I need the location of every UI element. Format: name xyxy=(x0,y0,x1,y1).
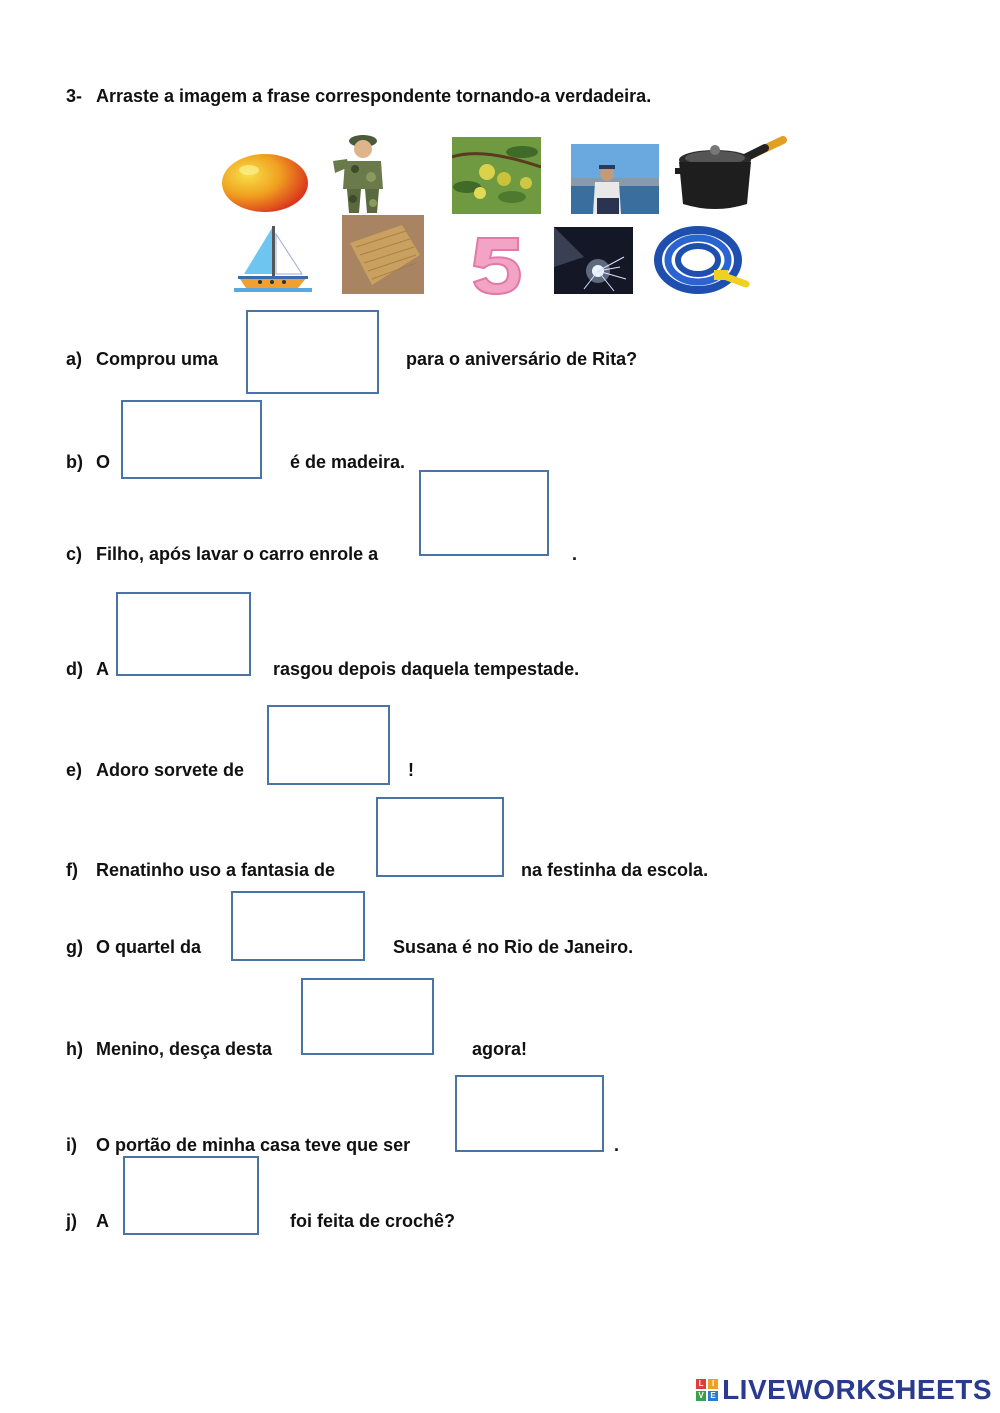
question-label: i) xyxy=(66,1135,77,1155)
garden-hose-image[interactable] xyxy=(654,224,752,294)
exercise-number: 3- xyxy=(66,86,83,106)
question-label: f) xyxy=(66,860,78,880)
instruction-text: Arraste a imagem a frase correspondente tornando-a verdadeira. xyxy=(96,86,652,106)
logo-letter: V xyxy=(696,1391,706,1401)
question-text-before: Filho, após lavar o carro enrole a xyxy=(96,544,379,564)
drop-zone-f[interactable] xyxy=(376,797,504,877)
question-f xyxy=(66,860,966,884)
question-h xyxy=(66,1039,966,1063)
logo-letter: I xyxy=(708,1379,718,1389)
drop-zone-a[interactable] xyxy=(246,310,379,394)
sailboat-image[interactable] xyxy=(234,224,312,292)
question-text-after: foi feita de crochê? xyxy=(290,1211,456,1231)
logo-letter: L xyxy=(696,1379,706,1389)
question-text-before: O portão de minha casa teve que ser xyxy=(96,1135,411,1155)
birthday-candle-5-image[interactable] xyxy=(466,230,530,296)
question-text-before: A xyxy=(96,1211,109,1231)
question-text-after: é de madeira. xyxy=(290,452,406,472)
navy-officer-image[interactable] xyxy=(571,144,659,214)
question-a xyxy=(66,349,966,373)
exercise-instruction xyxy=(66,86,651,107)
drop-zone-h[interactable] xyxy=(301,978,434,1055)
question-text-after: para o aniversário de Rita? xyxy=(406,349,638,369)
question-text-before: Adoro sorvete de xyxy=(96,760,245,780)
drop-zone-d[interactable] xyxy=(116,592,251,676)
crochet-bag-image[interactable] xyxy=(342,215,424,294)
drop-zone-i[interactable] xyxy=(455,1075,604,1152)
welding-sparks-image[interactable] xyxy=(554,227,633,294)
soldier-costume-image[interactable] xyxy=(323,133,401,215)
logo-text: LIVEWORKSHEETS xyxy=(722,1374,992,1405)
question-label: c) xyxy=(66,544,83,564)
logo-mark-icon xyxy=(696,1379,718,1401)
question-text-after: na festinha da escola. xyxy=(521,860,709,880)
question-label: h) xyxy=(66,1039,83,1059)
question-label: a) xyxy=(66,349,83,369)
question-e xyxy=(66,760,966,784)
question-label: g) xyxy=(66,937,83,957)
liveworksheets-logo xyxy=(696,1375,992,1405)
question-label: e) xyxy=(66,760,83,780)
question-label: j) xyxy=(66,1211,77,1231)
fruit-tree-image[interactable] xyxy=(452,137,541,214)
drop-zone-j[interactable] xyxy=(123,1156,259,1235)
question-text-after: . xyxy=(572,544,578,564)
mango-image[interactable] xyxy=(219,148,311,214)
question-text-after: ! xyxy=(408,760,414,780)
question-text-after: Susana é no Rio de Janeiro. xyxy=(393,937,634,957)
question-text-after: agora! xyxy=(472,1039,528,1059)
question-text-before: Comprou uma xyxy=(96,349,219,369)
question-text-before: O xyxy=(96,452,111,472)
question-text-after: . xyxy=(614,1135,620,1155)
drop-zone-b[interactable] xyxy=(121,400,262,479)
logo-letter: E xyxy=(708,1391,718,1401)
question-label: d) xyxy=(66,659,83,679)
drop-zone-c[interactable] xyxy=(419,470,549,556)
cooking-pot-image[interactable] xyxy=(675,136,787,214)
question-text-before: Renatinho uso a fantasia de xyxy=(96,860,336,880)
question-text-before: O quartel da xyxy=(96,937,202,957)
question-text-after: rasgou depois daquela tempestade. xyxy=(273,659,580,679)
drop-zone-e[interactable] xyxy=(267,705,390,785)
drop-zone-g[interactable] xyxy=(231,891,365,961)
question-g xyxy=(66,937,966,961)
question-label: b) xyxy=(66,452,83,472)
question-text-before: A xyxy=(96,659,109,679)
question-text-before: Menino, desça desta xyxy=(96,1039,273,1059)
